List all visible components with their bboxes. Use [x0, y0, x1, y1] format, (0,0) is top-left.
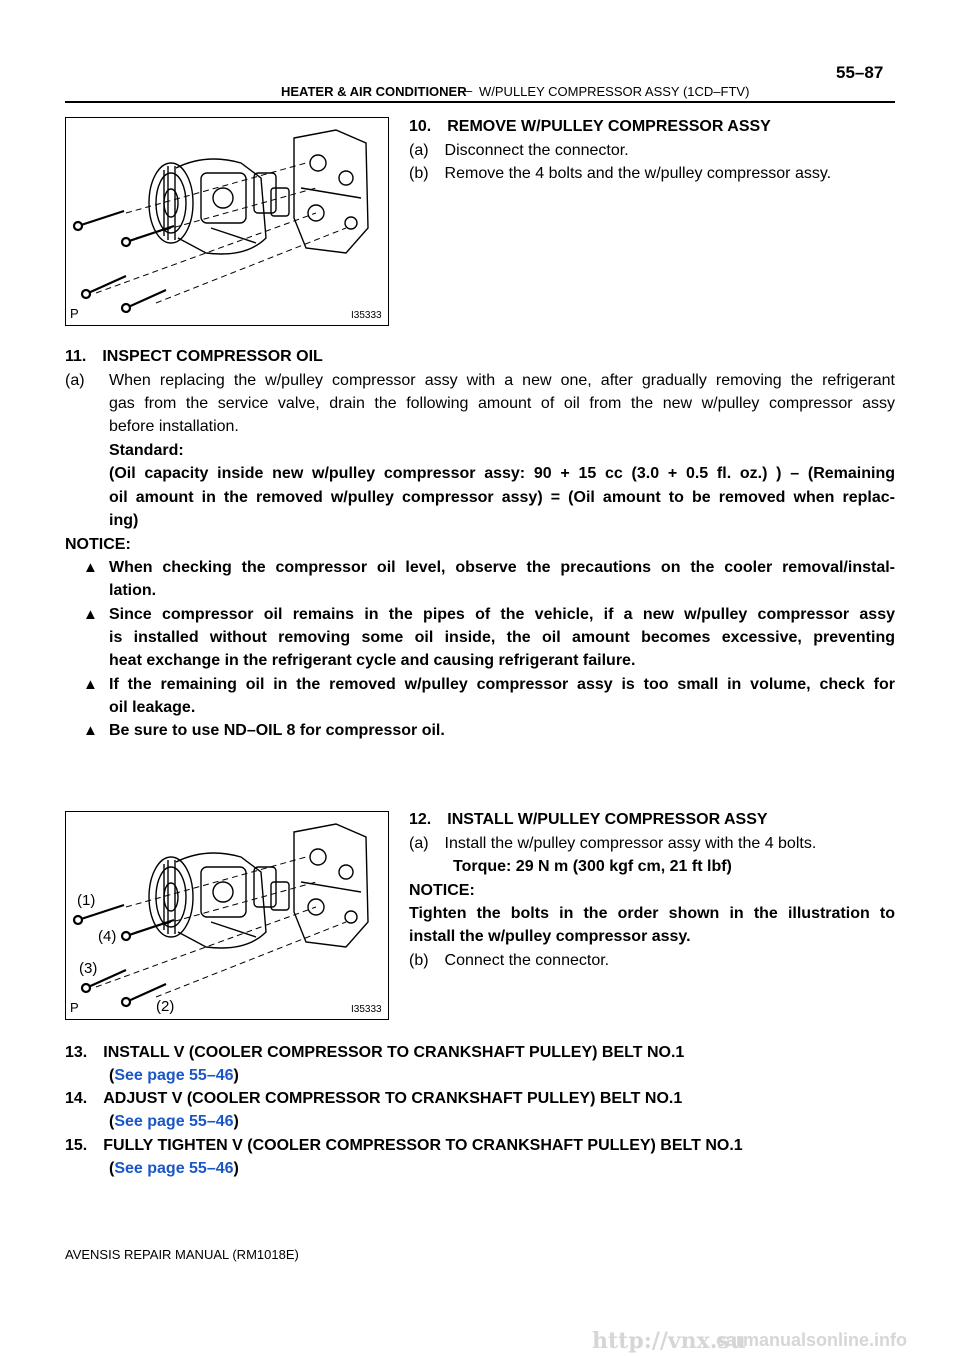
ref-open: (: [109, 1113, 115, 1130]
step-14-ref: [109, 1110, 239, 1133]
torque-spec: Torque: 29 N m (300 kgf cm, 21 ft lbf): [453, 858, 732, 875]
ref-close: ): [233, 1067, 239, 1084]
step-11-a-line2: gas from the service valve, drain the following amount of oil from the new w/pulley compressor assy: [109, 395, 895, 412]
notice-2-line1: Since compressor oil remains in the pipes of the vehicle, if a new w/pulley compressor assy: [109, 606, 895, 623]
warning-triangle-icon: ▲: [83, 559, 98, 576]
see-page-link[interactable]: See page 55–46: [114, 1160, 234, 1177]
step-15-ref: [109, 1157, 239, 1180]
step-11-a-line3: before installation.: [109, 418, 239, 435]
step-13-title: 13. INSTALL V (COOLER COMPRESSOR TO CRANKSHAFT PULLEY) BELT NO.1: [65, 1044, 685, 1061]
step-15-title: 15. FULLY TIGHTEN V (COOLER COMPRESSOR TO CRANKSHAFT PULLEY) BELT NO.1: [65, 1137, 743, 1154]
compressor-illustration: [66, 118, 388, 325]
figure-corner-label: P: [70, 1000, 79, 1015]
ref-open: (: [109, 1160, 115, 1177]
figure-id: I35333: [351, 310, 382, 321]
watermark-right: carmanualsonline.info: [716, 1330, 908, 1350]
callout-bolt-1: (1): [77, 892, 96, 909]
step-13-ref: [109, 1064, 239, 1087]
header-subsection: W/PULLEY COMPRESSOR ASSY (1CD–FTV): [479, 84, 750, 99]
warning-triangle-icon: ▲: [83, 722, 98, 739]
watermark-left: http://vnx.su: [592, 1328, 746, 1354]
figure-install-compressor: [65, 811, 389, 1020]
step-10-a: (a) Disconnect the connector.: [409, 142, 629, 159]
ref-open: (: [109, 1067, 115, 1084]
step-12-notice-line1: Tighten the bolts in the order shown in the illustration to: [409, 905, 895, 922]
figure-corner-label: P: [70, 306, 79, 321]
standard-line1: (Oil capacity inside new w/pulley compressor assy: 90 + 15 cc (3.0 + 0.5 fl. oz.) ) – (Remaining: [109, 465, 895, 482]
step-11-a-label: (a): [65, 372, 85, 389]
warning-triangle-icon: ▲: [83, 606, 98, 623]
standard-line2: oil amount in the removed w/pulley compressor assy) = (Oil amount to be removed when replac-: [109, 489, 895, 506]
step-12-notice-line2: install the w/pulley compressor assy.: [409, 928, 691, 945]
figure-remove-compressor: [65, 117, 389, 326]
notice-1-line2: lation.: [109, 582, 157, 599]
ref-close: ): [233, 1160, 239, 1177]
standard-label: Standard:: [109, 442, 184, 459]
callout-bolt-4: (4): [98, 928, 117, 945]
notice-2-line3: heat exchange in the refrigerant cycle and causing refrigerant failure.: [109, 652, 636, 669]
compressor-illustration: [66, 812, 388, 1019]
step-14-title: 14. ADJUST V (COOLER COMPRESSOR TO CRANKSHAFT PULLEY) BELT NO.1: [65, 1090, 683, 1107]
notice-3-line1: If the remaining oil in the removed w/pulley compressor assy is too small in volume, check for: [109, 676, 895, 693]
notice-2-line2: is installed without removing some oil inside, the oil amount becomes excessive, preventing: [109, 629, 895, 646]
header-dash: –: [465, 83, 473, 98]
standard-line3: ing): [109, 512, 139, 529]
footer-manual: AVENSIS REPAIR MANUAL (RM1018E): [65, 1247, 299, 1262]
see-page-link[interactable]: See page 55–46: [114, 1067, 234, 1084]
step-12-a: (a) Install the w/pulley compressor assy with the 4 bolts.: [409, 835, 817, 852]
step-11-a-line1: When replacing the w/pulley compressor assy with a new one, after gradually removing the refrigerant: [109, 372, 895, 389]
step-10-b: (b) Remove the 4 bolts and the w/pulley compressor assy.: [409, 165, 832, 182]
step-11-title: 11. INSPECT COMPRESSOR OIL: [65, 348, 323, 365]
notice-4-line1: Be sure to use ND–OIL 8 for compressor oil.: [109, 722, 445, 739]
warning-triangle-icon: ▲: [83, 676, 98, 693]
notice-3-line2: oil leakage.: [109, 699, 196, 716]
step-12-b: (b) Connect the connector.: [409, 952, 610, 969]
header-section: HEATER & AIR CONDITIONER: [281, 84, 467, 99]
step-12-notice-label: NOTICE:: [409, 882, 475, 899]
figure-id: I35333: [351, 1004, 382, 1015]
see-page-link[interactable]: See page 55–46: [114, 1113, 234, 1130]
header-rule: [65, 101, 895, 103]
callout-bolt-2: (2): [156, 998, 175, 1015]
step-10-title: 10. REMOVE W/PULLEY COMPRESSOR ASSY: [409, 118, 771, 135]
notice-1-line1: When checking the compressor oil level, observe the precautions on the cooler removal/instal-: [109, 559, 895, 576]
page-number: 55–87: [836, 63, 884, 82]
ref-close: ): [233, 1113, 239, 1130]
notice-label: NOTICE:: [65, 536, 131, 553]
step-12-title: 12. INSTALL W/PULLEY COMPRESSOR ASSY: [409, 811, 768, 828]
callout-bolt-3: (3): [79, 960, 98, 977]
